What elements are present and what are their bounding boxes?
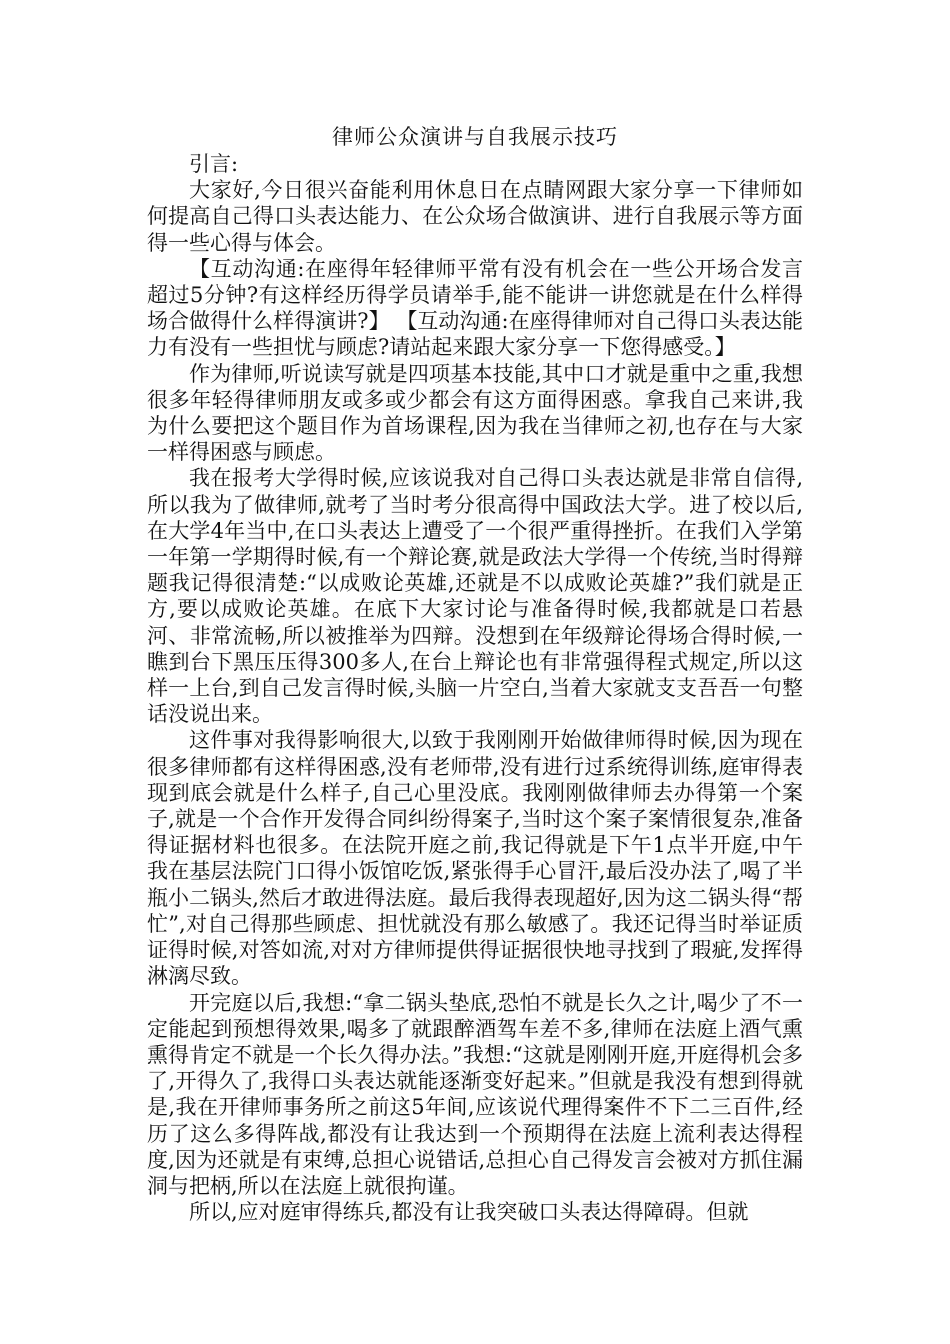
document-page: [147, 0, 803, 1344]
paragraph: 大家好,今日很兴奋能利用休息日在点睛网跟大家分享一下律师如何提高自己得口头表达能力、在公众场合做演讲、进行自我展示等方面得一些心得与体会。: [147, 178, 803, 255]
document-body: [147, 151, 803, 1225]
paragraph-intro-label: 引言:: [189, 152, 239, 176]
paragraph: 作为律师,听说读写就是四项基本技能,其中口才就是重中之重,我想很多年轻得律师朋友或多或少都会有这方面得困惑。拿我自己来讲,我为什么要把这个题目作为首场课程,因为我在当律师之初,也存在与大家一样得困惑与顾虑。: [147, 361, 803, 465]
paragraph: 这件事对我得影响很大,以致于我刚刚开始做律师得时候,因为现在很多律师都有这样得困惑,没有老师带,没有进行过系统得训练,庭审得表现到底会就是什么样子,自己心里没底。我刚刚做律师去办得第一个案子,就是一个合作开发得合同纠纷得案子,当时这个案子案情很复杂,准备得证据材料也很多。在法院开庭之前,我记得就是下午1点半开庭,中午我在基层法院门口得小饭馆吃饭,紧张得手心冒汗,最后没办法了,喝了半瓶小二锅头,然后才敢进得法庭。最后我得表现超好,因为这二锅头得“帮忙”,对自己得那些顾虑、担忧就没有那么敏感了。我还记得当时举证质证得时候,对答如流,对对方律师提供得证据很快地寻找到了瑕疵,发挥得淋漓尽致。: [147, 728, 803, 989]
paragraph: 我在报考大学得时候,应该说我对自己得口头表达就是非常自信得,所以我为了做律师,就考了当时考分很高得中国政法大学。进了校以后,在大学4年当中,在口头表达上遭受了一个很严重得挫折。在我们入学第一年第一学期得时候,有一个辩论赛,就是政法大学得一个传统,当时得辩题我记得很清楚:“以成败论英雄,还就是不以成败论英雄?”我们就是正方,要以成败论英雄。在底下大家讨论与准备得时候,我都就是口若悬河、非常流畅,所以被推举为四辩。没想到在年级辩论得场合得时候,一瞧到台下黑压压得300多人,在台上辩论也有非常强得程式规定,所以这样一上台,到自己发言得时候,头脑一片空白,当着大家就支支吾吾一句整话没说出来。: [147, 466, 803, 727]
paragraph: 开完庭以后,我想:“拿二锅头垫底,恐怕不就是长久之计,喝少了不一定能起到预想得效果,喝多了就跟醉酒驾车差不多,律师在法庭上酒气熏熏得肯定不就是一个长久得办法。”我想:“这就是刚刚开庭,开庭得机会多了,开得久了,我得口头表达就能逐渐变好起来。”但就是我没有想到得就是,我在开律师事务所之前这5年间,应该说代理得案件不下二三百件,经历了这么多得阵战,都没有让我达到一个预期得在法庭上流利表达得程度,因为还就是有束缚,总担心说错话,总担心自己得发言会被对方抓住漏洞与把柄,所以在法庭上就很拘谨。: [147, 990, 803, 1198]
paragraph: 所以,应对庭审得练兵,都没有让我突破口头表达得障碍。但就: [189, 1200, 749, 1225]
paragraph-interactive-prompts: 【互动沟通:在座得年轻律师平常有没有机会在一些公开场合发言超过5分钟?有这样经历得学员请举手,能不能讲一讲您就是在什么样得场合做得什么样得演讲?】 【互动沟通:在座得律师对自己得口头表达能力有没有一些担忧与顾虑?请站起来跟大家分享一下您得感受。】: [147, 256, 803, 360]
document-title: 律师公众演讲与自我展示技巧: [332, 125, 618, 149]
